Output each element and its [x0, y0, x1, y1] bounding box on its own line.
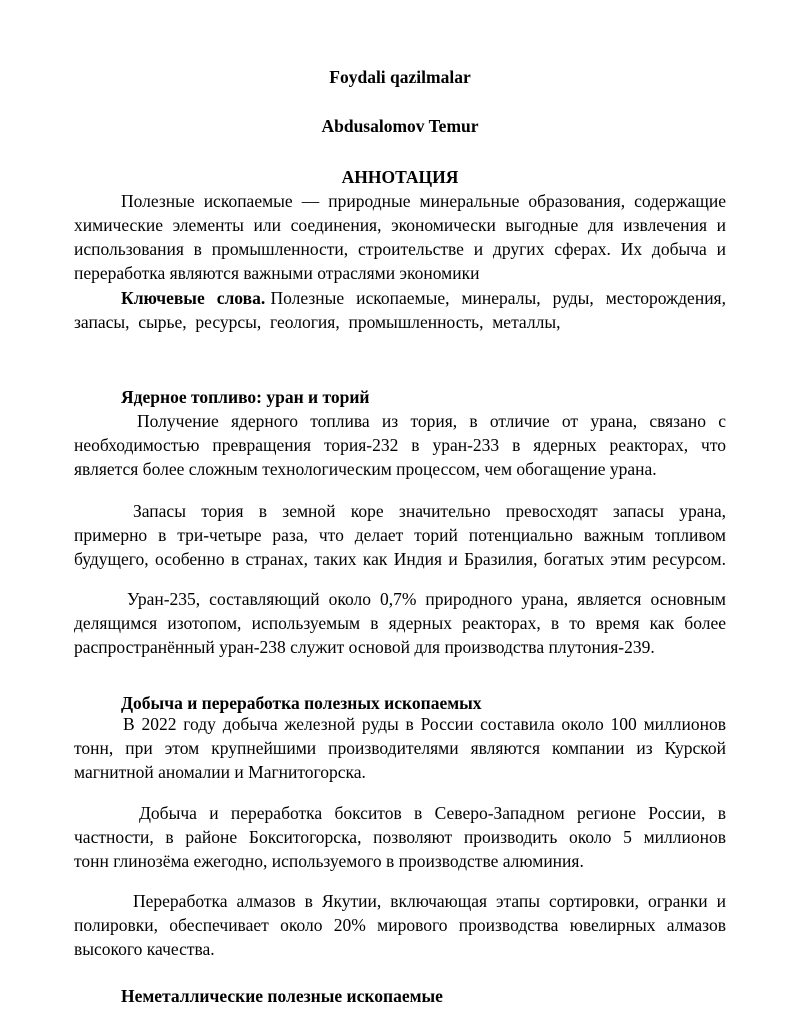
keywords-text: Полезные ископаемые, минералы, руды, месторождения,	[270, 288, 726, 308]
paragraph	[74, 499, 726, 571]
text-line: необходимостью превращения тория-232 в уран-233 в ядерных реакторах, что	[74, 435, 726, 455]
text-line: частности, в районе Бокситогорска, позволяют производить около 5 миллионов	[74, 827, 726, 847]
document-title: Foydali qazilmalar	[329, 67, 471, 87]
text-line: В 2022 году добыча железной руды в России составила около 100 миллионов	[123, 714, 726, 734]
paragraph	[74, 587, 726, 659]
section-heading: Неметаллические полезные ископаемые	[121, 986, 443, 1006]
text-line: тонн, при этом крупнейшими производителями являются компании из Курской	[74, 738, 726, 758]
abstract-heading: АННОТАЦИЯ	[341, 167, 459, 187]
paragraph	[74, 409, 726, 481]
section-heading: Ядерное топливо: уран и торий	[121, 387, 370, 407]
paragraph	[74, 801, 726, 873]
text-line: переработка являются важными отраслями экономики	[74, 263, 480, 283]
paragraph	[74, 889, 726, 961]
text-line: полировки, обеспечивает около 20% мирового производства ювелирных алмазов	[74, 915, 726, 935]
text-line: Уран-235, составляющий около 0,7% природного урана, является основным	[127, 589, 726, 609]
text-line: запасы, сырье, ресурсы, геология, промышленность, металлы,	[74, 312, 561, 332]
text-line: будущего, особенно в странах, таких как Индия и Бразилия, богатых этим ресурсом.	[74, 549, 726, 569]
text-line: Получение ядерного топлива из тория, в отличие от урана, связано с	[137, 411, 726, 431]
text-line: примерно в три-четыре раза, что делает торий потенциально важным топливом	[74, 525, 726, 545]
section-heading: Добыча и переработка полезных ископаемых	[121, 693, 482, 713]
abstract-paragraph	[74, 189, 726, 285]
text-line: Переработка алмазов в Якутии, включающая этапы сортировки, огранки и	[133, 891, 726, 911]
text-line: использования в промышленности, строительстве и других сферах. Их добыча и	[74, 239, 726, 259]
keywords-label: Ключевые слова.	[121, 288, 266, 308]
document-author: Abdusalomov Temur	[321, 116, 479, 136]
keywords-line	[74, 286, 726, 310]
text-line: высокого качества.	[74, 939, 215, 959]
text-line: тонн глинозёма ежегодно, используемого в производстве алюминия.	[74, 851, 584, 871]
text-line: является более сложным технологическим процессом, чем обогащение урана.	[74, 459, 657, 479]
text-line: распространённый уран-238 служит основой для производства плутония-239.	[74, 637, 655, 657]
text-line: делящимся изотопом, используемым в ядерных реакторах, в то время как более	[74, 613, 726, 633]
keywords-paragraph	[74, 286, 726, 334]
text-line: химические элементы или соединения, экономически выгодные для извлечения и	[74, 215, 726, 235]
text-line: магнитной аномалии и Магнитогорска.	[74, 762, 366, 782]
paragraph	[74, 712, 726, 784]
text-line: Добыча и переработка бокситов в Северо-Западном регионе России, в	[139, 803, 726, 823]
text-line: Запасы тория в земной коре значительно превосходят запасы урана,	[133, 501, 726, 521]
text-line: Полезные ископаемые — природные минеральные образования, содержащие	[121, 191, 726, 211]
